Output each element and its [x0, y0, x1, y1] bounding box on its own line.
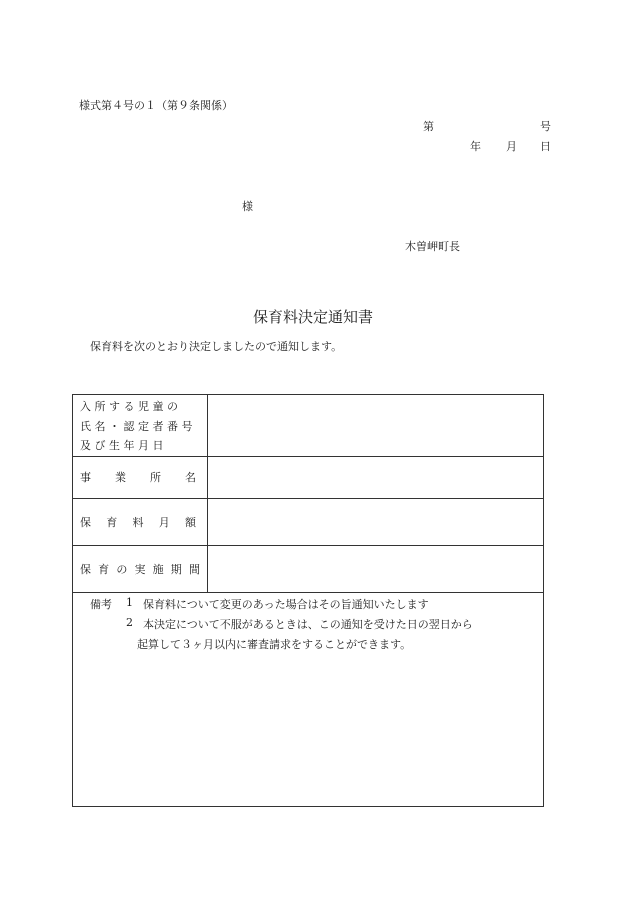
note-2-number: 2: [126, 616, 133, 629]
label-child-info: [73, 395, 208, 457]
label-char: 業: [115, 471, 126, 484]
note-2-text-line1: 本決定について不服があるときは、この通知を受けた日の翌日から: [143, 618, 473, 631]
document-title: 保育料決定通知書: [253, 308, 374, 326]
label-char: 所: [150, 471, 161, 484]
label-child-line2: 氏 名 ・ 認 定 者 番 号: [80, 419, 193, 433]
note-2-text-line2: 起算して３ヶ月以内に審査請求をすることができます。: [137, 638, 412, 651]
date-day: 日: [540, 140, 551, 153]
document-number-suffix: 号: [540, 120, 551, 133]
note-1-text: 保育料について変更のあった場合はその旨通知いたします: [143, 598, 429, 611]
label-monthly-fee: [73, 498, 208, 545]
table-row-fee: [73, 498, 544, 545]
label-char: 施: [152, 562, 164, 576]
label-char: 事: [80, 471, 91, 484]
label-char: 月: [158, 515, 170, 529]
value-monthly-fee: [208, 498, 544, 545]
notes-box: [72, 591, 544, 807]
label-char: 間: [188, 562, 200, 576]
table-row-period: [73, 545, 544, 592]
value-care-period: [208, 545, 544, 592]
label-char: 育: [106, 515, 118, 529]
label-child-line1: 入 所 す る 児 童 の: [80, 400, 178, 413]
label-char: の: [116, 562, 128, 576]
date-year: 年: [470, 140, 481, 153]
table-row-facility: [73, 456, 544, 498]
form-number: 様式第４号の１（第９条関係）: [79, 99, 233, 112]
label-char: 保: [80, 562, 91, 576]
label-facility-name: [73, 456, 208, 498]
table-row-child: [73, 395, 544, 457]
intro-text: 保育料を次のとおり決定しましたので通知します。: [90, 340, 343, 353]
label-char: 料: [132, 515, 144, 529]
label-char: 額: [185, 515, 196, 529]
value-child-info: [208, 395, 544, 457]
label-char: 名: [185, 471, 196, 484]
note-1-number: 1: [126, 596, 133, 609]
value-facility-name: [208, 456, 544, 498]
label-char: 実: [134, 562, 146, 576]
date-month: 月: [506, 140, 517, 153]
label-char: 保: [80, 515, 91, 529]
label-child-line3: 及 び 生 年 月 日: [80, 439, 164, 452]
label-care-period: [73, 545, 208, 592]
decision-table: [72, 394, 544, 593]
recipient-honorific: 様: [242, 200, 253, 213]
label-char: 育: [98, 562, 110, 576]
issuer-name: 木曽岬町長: [405, 240, 460, 253]
label-char: 期: [170, 562, 182, 576]
document-number-prefix: 第: [423, 120, 434, 133]
notes-label: 備考: [90, 598, 112, 611]
